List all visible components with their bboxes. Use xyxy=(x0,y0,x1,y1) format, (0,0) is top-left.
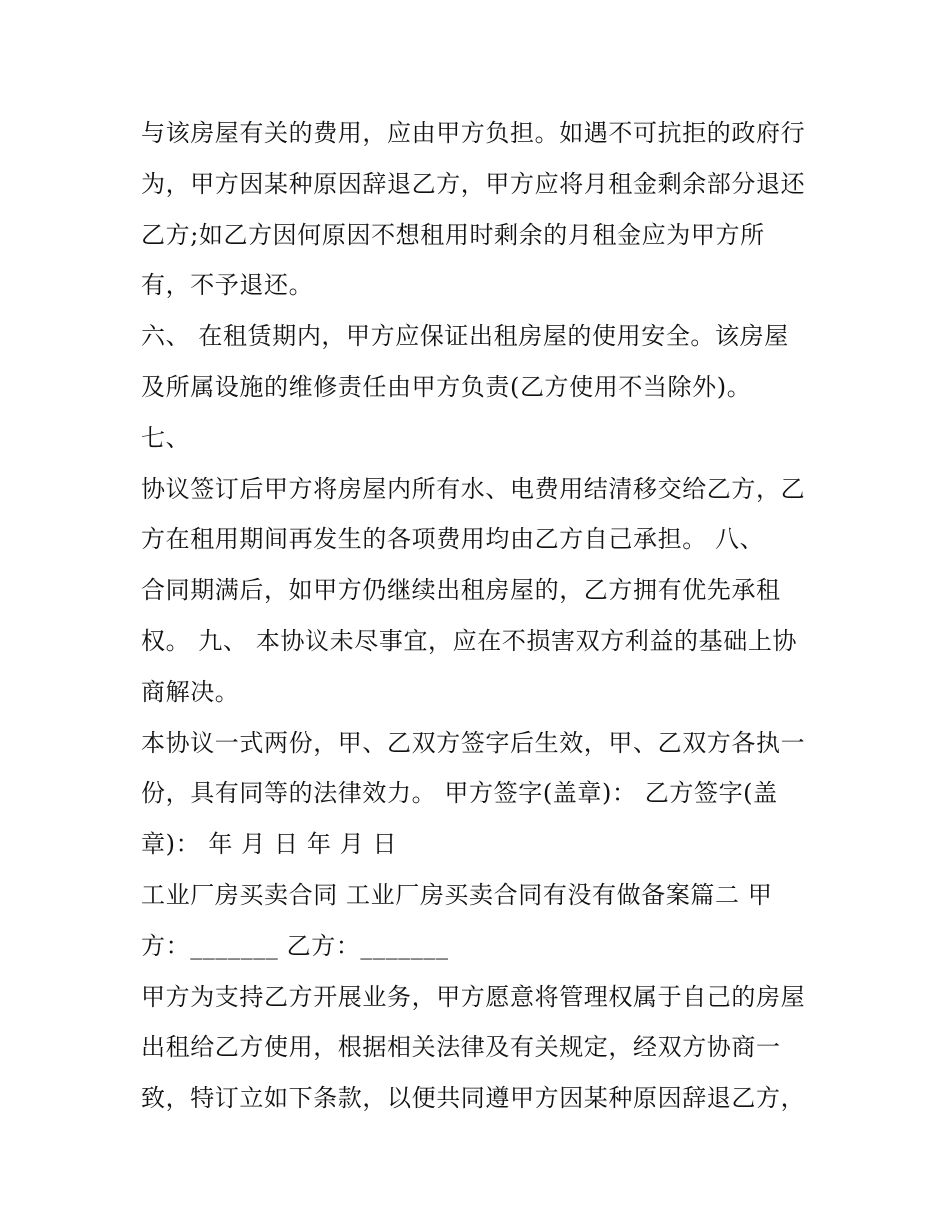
text-line: 本协议一式两份，甲、乙双方签字后生效，甲、乙双方各执一 xyxy=(141,728,806,757)
text-line: 合同期满后，如甲方仍继续出租房屋的，乙方拥有优先承租 xyxy=(141,576,781,605)
text-line: 及所属设施的维修责任由甲方负责(乙方使用不当除外)。 xyxy=(141,372,752,401)
text-line: 乙方;如乙方因何原因不想租用时剩余的月租金应为甲方所 xyxy=(141,220,765,249)
text-line: 出租给乙方使用，根据相关法律及有关规定，经双方协商一 xyxy=(141,1033,781,1062)
text-line: 工业厂房买卖合同 工业厂房买卖合同有没有做备案篇二 甲 xyxy=(141,880,773,909)
text-line: 权。 九、 本协议未尽事宜，应在不损害双方利益的基础上协 xyxy=(141,626,798,655)
text-line: 致，特订立如下条款，以便共同遵甲方因某种原因辞退乙方， xyxy=(141,1084,806,1113)
text-line: 份，具有同等的法律效力。 甲方签字(盖章)： 乙方签字(盖 xyxy=(141,779,778,808)
text-line: 六、 在租赁期内，甲方应保证出租房屋的使用安全。该房屋 xyxy=(141,322,789,351)
text-line: 甲方为支持乙方开展业务，甲方愿意将管理权属于自己的房屋 xyxy=(141,982,806,1011)
text-line: 七、 xyxy=(141,423,191,452)
text-line: 方：_______ 乙方：_______ xyxy=(141,931,449,960)
text-line: 有，不予退还。 xyxy=(141,271,314,300)
document-body xyxy=(141,108,821,1124)
text-line: 章)： 年 月 日 年 月 日 xyxy=(141,830,398,859)
text-line: 为，甲方因某种原因辞退乙方，甲方应将月租金剩余部分退还 xyxy=(141,169,806,198)
text-line: 协议签订后甲方将房屋内所有水、电费用结清移交给乙方，乙 xyxy=(141,474,806,503)
text-line: 商解决。 xyxy=(141,677,240,706)
text-line: 方在租用期间再发生的各项费用均由乙方自己承担。 八、 xyxy=(141,525,765,554)
text-line: 与该房屋有关的费用，应由甲方负担。如遇不可抗拒的政府行 xyxy=(141,119,806,147)
